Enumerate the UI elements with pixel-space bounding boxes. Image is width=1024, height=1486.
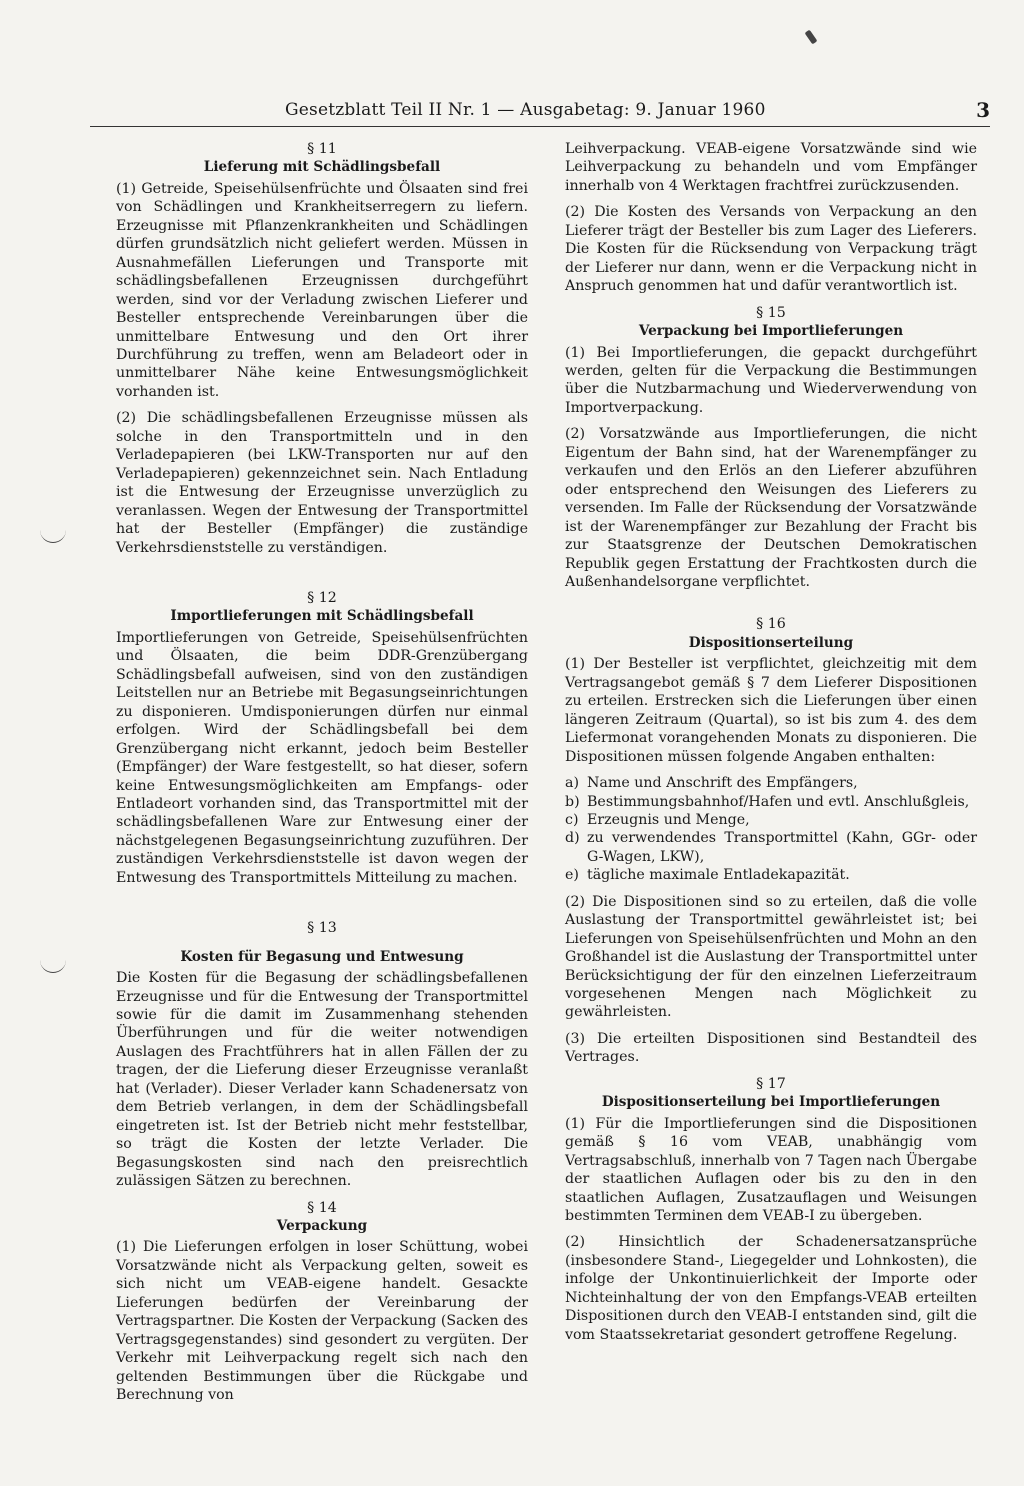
- list-item: [565, 793, 977, 811]
- paragraph: Die Kosten für die Begasung der schädlingsbefallenen Erzeugnisse und für die Entwesung der Transportmittel sowie für die damit im Zusammenhang stehenden Überführungen und für die weiter notwendigen Auslagen des Frachtführers hat in allen Fällen der zu tragen, der die Lieferung dieser Erzeugnisse veranlaßt hat (Verlader). Dieser Verlader kann Schadenersatz von dem Betrieb verlangen, in dem der Schädlingsbefall eingetreten ist. Ist der Betrieb nicht mehr feststellbar, so trägt die Kosten der letzte Verlader. Die Begasungskosten sind nach den preisrechtlich zulässigen Sätzen zu berechnen.: [116, 970, 528, 1190]
- list-label: d): [565, 830, 580, 847]
- list-item: [565, 829, 977, 866]
- list-label: a): [565, 775, 579, 792]
- section-title: Importlieferungen mit Schädlingsbefall: [170, 608, 474, 625]
- list-label: c): [565, 811, 579, 828]
- paragraph: (1) Die Lieferungen erfolgen in loser Schüttung, wobei Vorsatzwände nicht als Verpackung gelten, soweit es sich nicht um VEAB-eigene handelt. Gesackte Lieferungen bedürfen der Vereinbarung der Vertragspartner. Die Kosten der Verpackung (Sacken des Vertragsgegenstandes) sind gesondert zu vergüten. Der Verkehr mit Leihverpackung regelt sich nach den geltenden Bestimmungen über die Rückgabe und Berechnung von: [116, 1239, 528, 1404]
- left-column: [116, 140, 528, 1413]
- right-column: [565, 140, 977, 1352]
- section-title: Verpackung bei Importlieferungen: [638, 323, 904, 340]
- header-title: Gesetzblatt Teil II Nr. 1 — Ausgabetag: 9. Januar 1960: [285, 100, 766, 120]
- section-number: § 13: [307, 920, 337, 937]
- paragraph: (1) Der Besteller ist verpflichtet, gleichzeitig mit dem Vertragsangebot gemäß § 7 dem Lieferer Dispositionen zu erteilen. Erstrecken sich die Lieferungen über einen längeren Zeitraum (Quartal), so ist bis zum 4. des dem Liefermonat vorangehenden Monats zu disponieren. Die Dispositionen müssen folgende Angaben enthalten:: [565, 656, 977, 765]
- list-label: b): [565, 793, 580, 810]
- paragraph: (2) Die Dispositionen sind so zu erteilen, daß die volle Auslastung der Transportmittel gewährleistet ist; bei Lieferungen von Speisehülsenfrüchten und Mohn an den Großhandel ist die Auslastung der Transportmittel unter Berücksichtigung der für den einzelnen Lieferzeitraum vorgesehenen Mengen nach Möglichkeit zu gewährleisten.: [565, 893, 977, 1021]
- list-text: Erzeugnis und Menge,: [587, 811, 750, 828]
- section-number: § 15: [756, 304, 786, 321]
- paragraph: (2) Hinsichtlich der Schadenersatzansprüche (insbesondere Stand-, Liegegelder und Lohnkosten), die infolge der Unkontinuierlichkeit der Importe oder Nichteinhaltung der von den Empfangs-VEAB erteilten Dispositionen durch den VEAB-I entstanden sind, gilt die vom Staatssekretariat gesondert getroffene Regelung.: [565, 1234, 977, 1343]
- margin-mark: [40, 960, 66, 973]
- paragraph: (2) Die Kosten des Versands von Verpackung an den Lieferer trägt der Besteller bis zum Lager des Lieferers. Die Kosten für die Rücksendung von Verpackung trägt der Lieferer nur dann, wenn er die Verpackung nicht in Anspruch genommen hat und dafür verantwortlich ist.: [565, 204, 977, 295]
- section-number: § 12: [307, 589, 337, 606]
- list-item: [565, 774, 977, 792]
- paragraph: (1) Bei Importlieferungen, die gepackt durchgeführt werden, gelten für die Verpackung die Bestimmungen über die Nutzbarmachung und Wiederverwendung von Importverpackung.: [565, 344, 977, 416]
- list-text: Name und Anschrift des Empfängers,: [587, 775, 858, 792]
- page-header: [90, 100, 990, 127]
- section-title: Verpackung: [276, 1218, 368, 1235]
- list-item: [565, 866, 977, 884]
- paragraph: Importlieferungen von Getreide, Speisehülsenfrüchten und Ölsaaten, die beim DDR-Grenzübergang Schädlingsbefall aufweisen, sind von den zuständigen Leitstellen nur an Betriebe mit Begasungseinrichtungen zu disponieren. Umdisponierungen dürfen nur einmal erfolgen. Wird der Schädlingsbefall bei dem Grenzübergang nicht erkannt, jedoch beim Besteller (Empfänger) der Ware festgestellt, so hat dieser, sofern keine Entwesungsmöglichkeiten am Empfangs- oder Entladeort vorhanden sind, das Transportmittel mit der schädlingsbefallenen Ware zur Entwesung einer der nächstgelegenen Begasungseinrichtung zuzuführen. Der zuständigen Verkehrsdienststelle ist davon wegen der Entwesung des Transportmittels Mitteilung zu machen.: [116, 629, 528, 886]
- paragraph: (1) Für die Importlieferungen sind die Dispositionen gemäß § 16 vom VEAB, unabhängig vom Vertragsabschluß, innerhalb von 7 Tagen nach Übergabe der staatlichen Auflagen oder bis zu den in den staatlichen Auflagen, Zusatzauflagen und Weisungen bestimmten Terminen dem VEAB-I zu übergeben.: [565, 1115, 977, 1225]
- list-text: Bestimmungsbahnhof/Hafen und evtl. Anschlußgleis,: [587, 793, 970, 810]
- section-number: § 17: [756, 1075, 786, 1092]
- paragraph: (2) Die schädlingsbefallenen Erzeugnisse müssen als solche in den Transportmitteln und in den Verladepapieren (bei LKW-Transporten nur auf den Verladepapieren) gekennzeichnet sein. Nach Entladung ist die Entwesung der Erzeugnisse unverzüglich zu veranlassen. Wegen der Entwesung der Transportmittel hat der Besteller (Empfänger) die zuständige Verkehrsdienststelle zu verständigen.: [116, 410, 528, 556]
- section-title: Dispositionserteilung: [688, 634, 854, 651]
- paragraph: (2) Vorsatzwände aus Importlieferungen, die nicht Eigentum der Bahn sind, hat der Warenempfänger zu verkaufen und den Erlös an den Lieferer abzuführen oder entsprechend den Weisungen des Lieferers zu versenden. Im Falle der Rücksendung der Vorsatzwände ist der Warenempfänger zur Bezahlung der Fracht bis zur Staatsgrenze der Deutschen Demokratischen Republik gegen Erstattung der Frachtkosten durch die Außenhandelsorgane verpflichtet.: [565, 426, 977, 590]
- paragraph: (1) Getreide, Speisehülsenfrüchte und Ölsaaten sind frei von Schädlingen und Krankheitserregern zu liefern. Erzeugnisse mit Pflanzenkrankheiten und Schädlingen dürfen grundsätzlich nicht geliefert werden. Müssen in Ausnahmefällen Lieferungen und Transporte mit schädlingsbefallenen Erzeugnissen durchgeführt werden, sind vor der Verladung zwischen Lieferer und Besteller entsprechende Vereinbarungen über die unmittelbare Entwesung und den Ort ihrer Durchführung zu treffen, wenn am Beladeort oder in unmittelbarer Nähe keine Entwesungsmöglichkeit vorhanden ist.: [116, 180, 528, 400]
- section-title: Lieferung mit Schädlingsbefall: [203, 159, 441, 176]
- list-label: e): [565, 867, 579, 884]
- section-title: Dispositionserteilung bei Importlieferungen: [601, 1094, 941, 1111]
- list-text: tägliche maximale Entladekapazität.: [587, 867, 850, 884]
- margin-mark: [40, 530, 66, 543]
- ink-speck: [805, 30, 818, 45]
- section-number: § 16: [756, 616, 786, 633]
- list-item: [565, 811, 977, 829]
- paragraph: (3) Die erteilten Dispositionen sind Bestandteil des Vertrages.: [565, 1030, 977, 1066]
- section-title: Kosten für Begasung und Entwesung: [180, 948, 464, 965]
- paragraph: Leihverpackung. VEAB-eigene Vorsatzwände sind wie Leihverpackung zu behandeln und vom Empfänger innerhalb von 4 Werktagen frachtfrei zurückzusenden.: [565, 141, 977, 194]
- list-text: zu verwendendes Transportmittel (Kahn, GGr- oder G-Wagen, LKW),: [587, 830, 977, 865]
- page-number: 3: [976, 98, 990, 122]
- section-number: § 14: [307, 1199, 337, 1216]
- section-number: § 11: [307, 141, 337, 157]
- disposition-list: [565, 774, 977, 885]
